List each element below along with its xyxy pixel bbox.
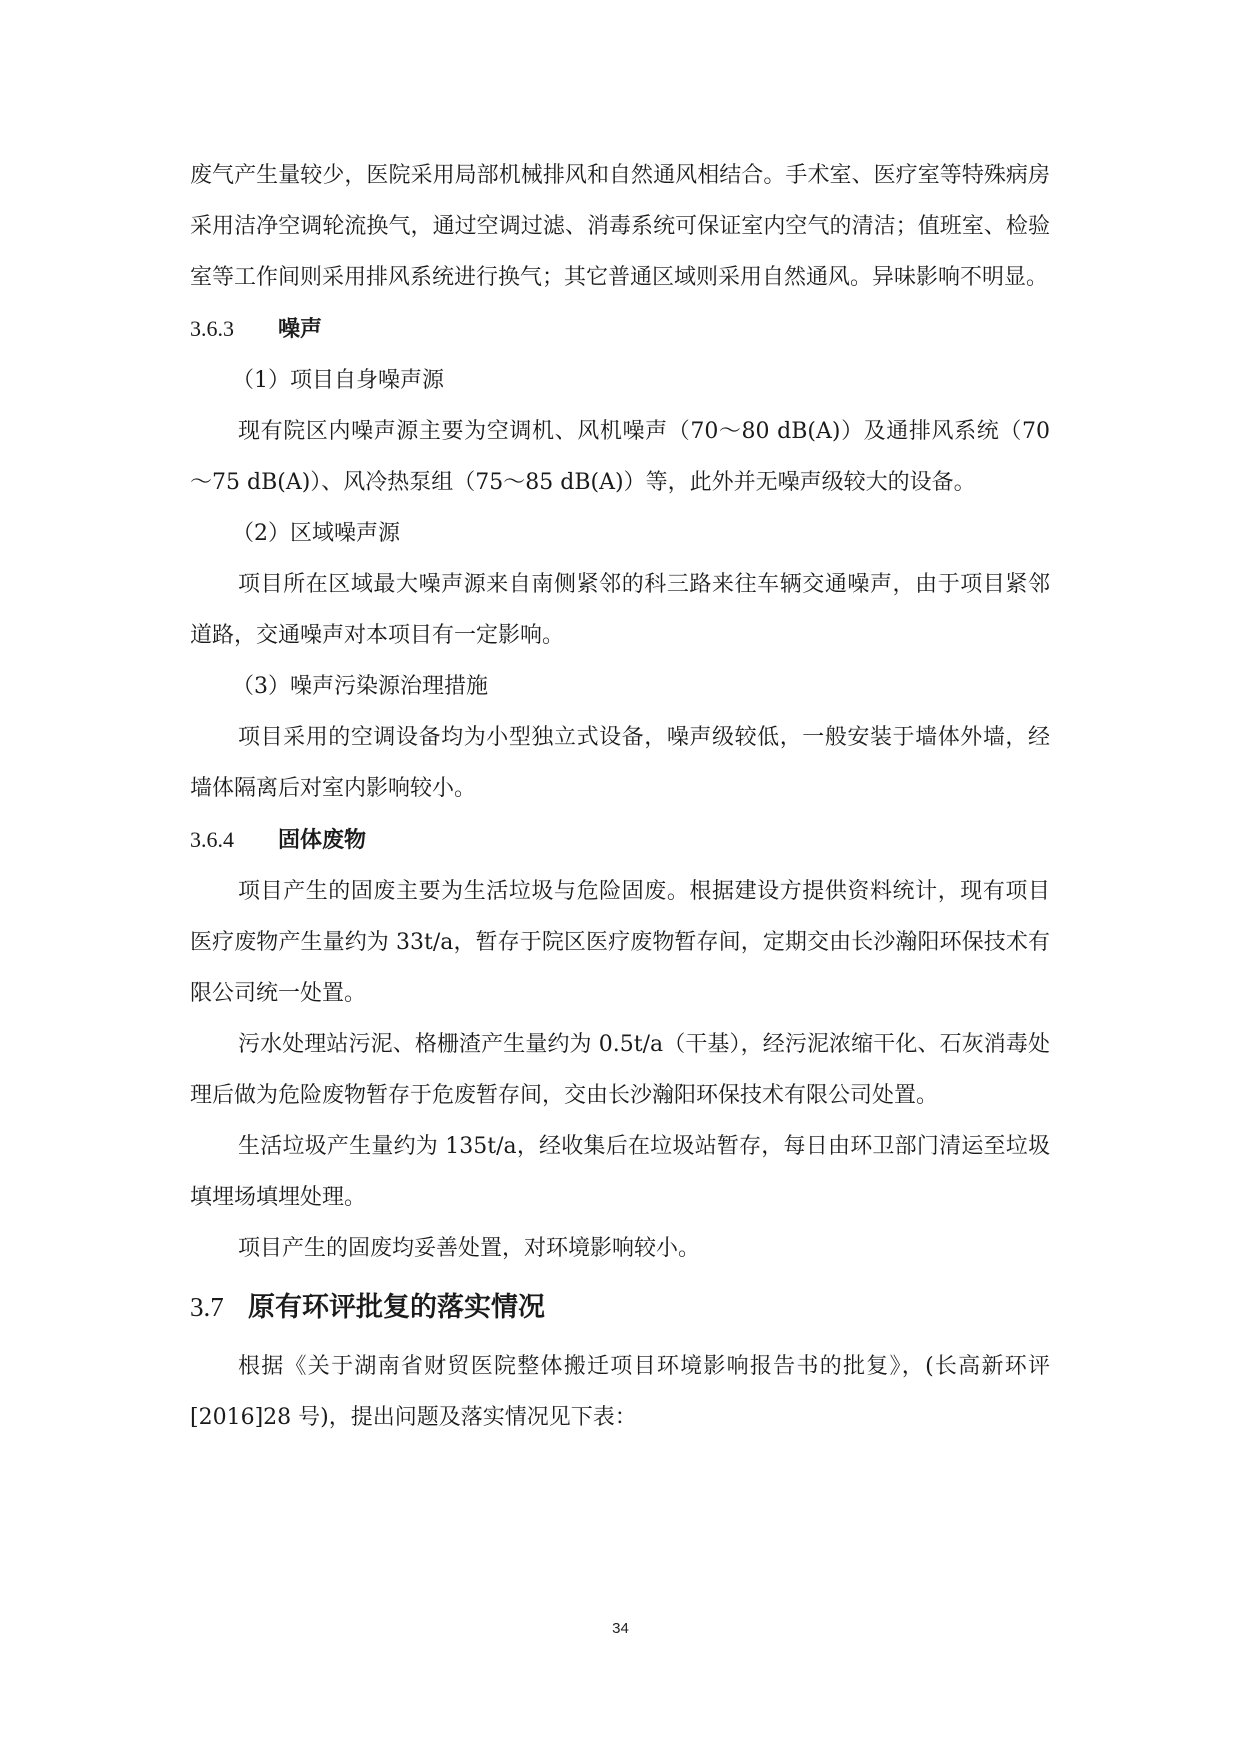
- noise-paragraph-1: 现有院区内噪声源主要为空调机、风机噪声（70～80 dB(A)）及通排风系统（70～75 dB(A)）、风冷热泵组（75～85 dB(A)）等，此外并无噪声级较大的设备。: [190, 419, 1050, 495]
- waste-paragraph-4: 项目产生的固废均妥善处置，对环境影响较小。: [238, 1236, 701, 1261]
- paragraph-exhaust: 废气产生量较少，医院采用局部机械排风和自然通风相结合。手术室、医疗室等特殊病房采用洁净空调轮流换气，通过空调过滤、消毒系统可保证室内空气的清洁；值班室、检验室等工作间则采用排风系统进行换气；其它普通区域则采用自然通风。异味影响不明显。: [190, 163, 1050, 290]
- noise-item-1: （1）项目自身噪声源: [232, 368, 444, 393]
- heading-title: 固体废物: [278, 828, 367, 853]
- approval-paragraph: 根据《关于湖南省财贸医院整体搬迁项目环境影响报告书的批复》，(长高新环评[2016]28 号)，提出问题及落实情况见下表：: [190, 1354, 1050, 1430]
- heading-number: 3.6.4: [190, 827, 234, 852]
- page-content: [190, 150, 1050, 1443]
- waste-paragraph-3: 生活垃圾产生量约为 135t/a，经收集后在垃圾站暂存，每日由环卫部门清运至垃圾填埋场填埋处理。: [190, 1134, 1050, 1210]
- heading-number: 3.6.3: [190, 316, 234, 341]
- heading-title: 噪声: [278, 317, 323, 342]
- heading-title: 原有环评批复的落实情况: [248, 1292, 545, 1323]
- heading-3-6-4: [190, 814, 1050, 866]
- noise-paragraph-3: 项目采用的空调设备均为小型独立式设备，噪声级较低，一般安装于墙体外墙，经墙体隔离后对室内影响较小。: [190, 725, 1050, 801]
- heading-number: 3.7: [190, 1292, 224, 1322]
- waste-paragraph-2: 污水处理站污泥、格栅渣产生量约为 0.5t/a（干基），经污泥浓缩干化、石灰消毒处理后做为危险废物暂存于危废暂存间，交由长沙瀚阳环保技术有限公司处置。: [190, 1032, 1050, 1108]
- noise-item-3: （3）噪声污染源治理措施: [232, 674, 488, 699]
- noise-item-2: （2）区域噪声源: [232, 521, 400, 546]
- heading-3-6-3: [190, 303, 1050, 355]
- page-number: 34: [612, 1620, 629, 1637]
- heading-3-7: [190, 1276, 1050, 1339]
- waste-paragraph-1: 项目产生的固废主要为生活垃圾与危险固废。根据建设方提供资料统计，现有项目医疗废物产生量约为 33t/a，暂存于院区医疗废物暂存间，定期交由长沙瀚阳环保技术有限公司统一处置。: [190, 879, 1050, 1006]
- noise-paragraph-2: 项目所在区域最大噪声源来自南侧紧邻的科三路来往车辆交通噪声，由于项目紧邻道路，交通噪声对本项目有一定影响。: [190, 572, 1050, 648]
